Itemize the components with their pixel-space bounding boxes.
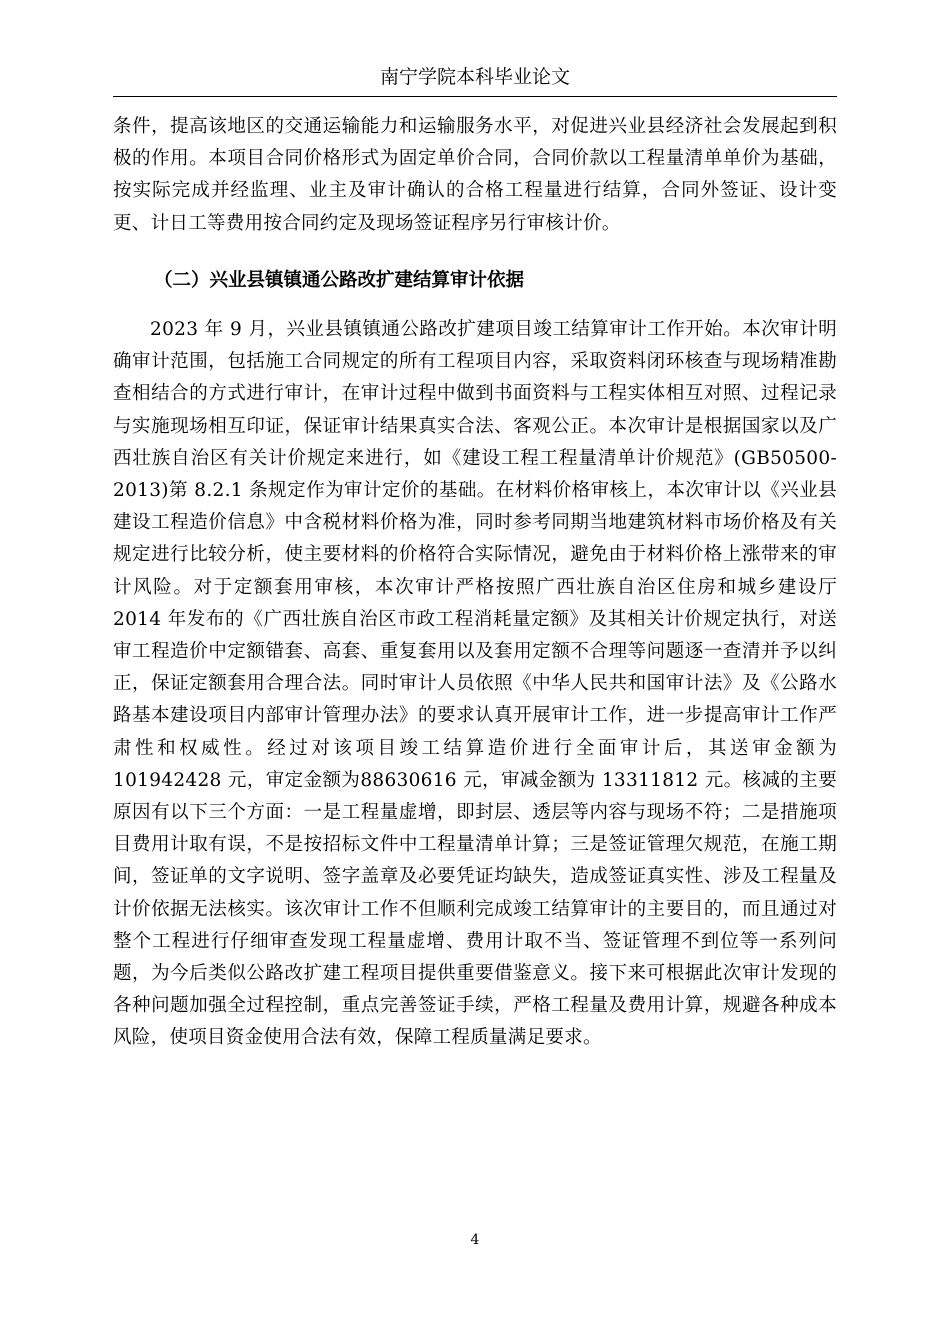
header-divider: [113, 96, 837, 97]
page-number: 4: [470, 1232, 480, 1248]
continued-paragraph: 条件，提高该地区的交通运输能力和运输服务水平，对促进兴业县经济社会发展起到积极的作用。本项目合同价格形式为固定单价合同，合同价款以工程量清单单价为基础，按实际完成并经监理、业主及审计确认的合格工程量进行结算，合同外签证、设计变更、计日工等费用按合同约定及现场签证程序另行审核计价。: [113, 116, 837, 234]
running-header-title: 南宁学院本科毕业论文: [379, 66, 570, 88]
section-heading: （二）兴业县镇镇通公路改扩建结算审计依据: [154, 270, 525, 291]
main-paragraph: 2023 年 9 月，兴业县镇镇通公路改扩建项目竣工结算审计工作开始。本次审计明确审计范围，包括施工合同规定的所有工程项目内容，采取资料闭环核查与现场精准勘查相结合的方式进行审计，在审计过程中做到书面资料与工程实体相互对照、过程记录与实施现场相互印证，保证审计结果真实合法、客观公正。本次审计是根据国家以及广西壮族自治区有关计价规定来进行，如《建设工程工程量清单计价规范》(GB50500-2013)第 8.2.1 条规定作为审计定价的基础。在材料价格审核上，本次审计以《兴业县建设工程造价信息》中含税材料价格为准，同时参考同期当地建筑材料市场价格及有关规定进行比较分析，使主要材料的价格符合实际情况，避免由于材料价格上涨带来的审计风险。对于定额套用审核，本次审计严格按照广西壮族自治区住房和城乡建设厅 2014 年发布的《广西壮族自治区市政工程消耗量定额》及其相关计价规定执行，对送审工程造价中定额错套、高套、重复套用以及套用定额不合理等问题逐一查清并予以纠正，保证定额套用合理合法。同时审计人员依照《中华人民共和国审计法》及《公路水路基本建设项目内部审计管理办法》的要求认真开展审计工作，进一步提高审计工作严肃性和权威性。经过对该项目竣工结算造价进行全面审计后，其送审金额为 101942428 元，审定金额为88630616 元，审减金额为 13311812 元。核减的主要原因有以下三个方面：一是工程量虚增，即封层、透层等内容与现场不符；二是措施项目费用计取有误，不是按招标文件中工程量清单计算；三是签证管理欠规范，在施工期间，签证单的文字说明、签字盖章及必要凭证均缺失，造成签证真实性、涉及工程量及计价依据无法核实。该次审计工作不但顺利完成竣工结算审计的主要目的，而且通过对整个工程进行仔细审查发现工程量虚增、费用计取不当、签证管理不到位等一系列问题，为今后类似公路改扩建工程项目提供重要借鉴意义。接下来可根据此次审计发现的各种问题加强全过程控制，重点完善签证手续，严格工程量及费用计算，规避各种成本风险，使项目资金使用合法有效，保障工程质量满足要求。: [113, 319, 837, 1049]
